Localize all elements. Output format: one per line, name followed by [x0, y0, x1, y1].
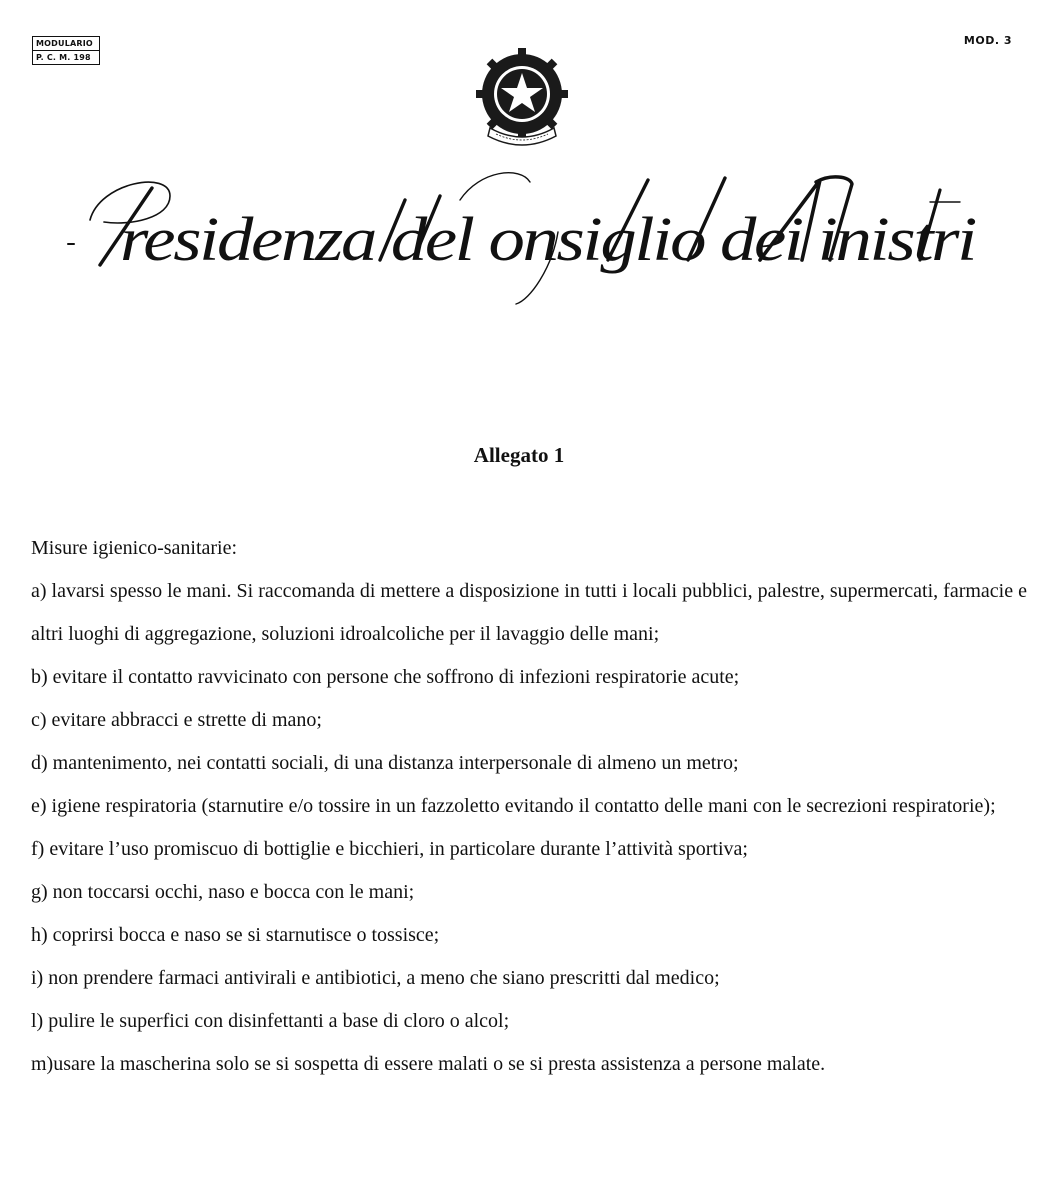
list-item: g) non toccarsi occhi, naso e bocca con le mani;	[31, 881, 415, 903]
list-item: l) pulire le superfici con disinfettanti a base di cloro o alcol;	[31, 1010, 510, 1032]
list-item: f) evitare l’uso promiscuo di bottiglie e bicchieri, in particolare durante l’attività sportiva;	[31, 838, 748, 860]
measures-body	[31, 527, 1027, 1086]
mod-label: MOD. 3	[963, 34, 1012, 47]
list-item: m)usare la mascherina solo se si sospetta di essere malati o se si presta assistenza a persone malate.	[31, 1053, 826, 1075]
emblem-of-italy-icon	[470, 42, 574, 154]
institution-header-script	[60, 160, 985, 310]
annex-title: Allegato 1	[473, 443, 565, 467]
measures-intro: Misure igienico-sanitarie:	[31, 537, 238, 559]
list-item: a) lavarsi spesso le mani. Si raccomanda di mettere a disposizione in tutti i locali pubblici, palestre, supermercati, farmacie e altri luoghi di aggregazione, soluzioni idroalcoliche per il lavaggio delle mani;	[31, 580, 1027, 645]
svg-text:residenza del onsiglio dei ini: residenza del onsiglio dei inistri	[120, 206, 976, 274]
stamp-line-2: P. C. M. 198	[33, 50, 99, 64]
stamp-line-1: MODULARIO	[36, 39, 93, 48]
list-item: d) mantenimento, nei contatti sociali, di una distanza interpersonale di almeno un metro;	[31, 752, 739, 774]
list-item: h) coprirsi bocca e naso se si starnutisce o tossisce;	[31, 924, 440, 946]
list-item: e) igiene respiratoria (starnutire e/o tossire in un fazzoletto evitando il contatto delle mani con le secrezioni respiratorie);	[31, 795, 996, 817]
modulario-stamp	[32, 36, 100, 65]
list-item: i) non prendere farmaci antivirali e antibiotici, a meno che siano prescritti dal medico;	[31, 967, 720, 989]
list-item: c) evitare abbracci e strette di mano;	[31, 709, 322, 731]
list-item: b) evitare il contatto ravvicinato con persone che soffrono di infezioni respiratorie acute;	[31, 666, 740, 688]
